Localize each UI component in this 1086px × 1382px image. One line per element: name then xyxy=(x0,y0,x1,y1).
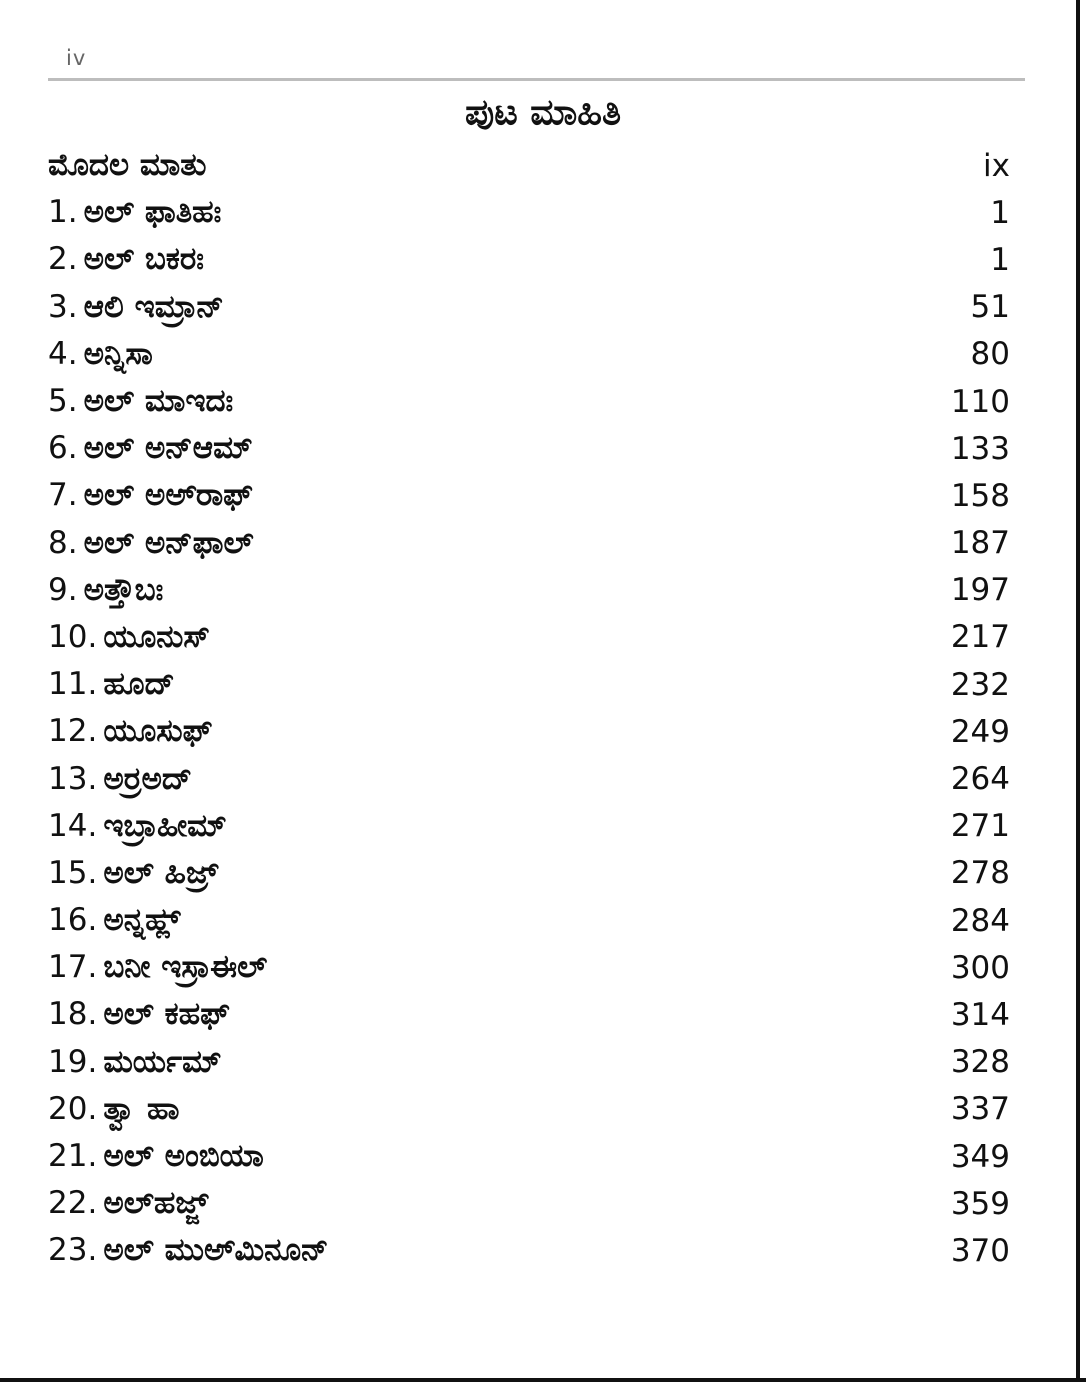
table-of-contents xyxy=(48,142,1010,1275)
toc-entry-page: 264 xyxy=(950,761,1010,798)
toc-entry-page: 217 xyxy=(950,619,1010,656)
toc-entry xyxy=(48,897,1010,944)
toc-entry xyxy=(48,1180,1010,1227)
toc-entry xyxy=(48,378,1010,425)
toc-entry-title xyxy=(48,336,153,373)
toc-entry-number: 2. xyxy=(48,241,78,278)
toc-entry-number: 9. xyxy=(48,571,78,608)
toc-entry-name: ಅಲ್ ಅನ್‌ಫಾಲ್ xyxy=(83,524,254,561)
page-border-right xyxy=(1076,0,1080,1382)
toc-entry xyxy=(48,991,1010,1038)
toc-entry xyxy=(48,331,1010,378)
toc-entry-number: 12. xyxy=(48,713,98,750)
toc-entry-number: 3. xyxy=(48,288,78,325)
toc-entry-page: 278 xyxy=(950,855,1010,892)
toc-entry-title xyxy=(48,241,204,278)
toc-entry xyxy=(48,708,1010,755)
toc-entry-name: ಆಲಿ ಇಮ್ರಾನ್ xyxy=(83,288,224,325)
toc-entry-name: ಬನೀ ಇಸ್ರಾಈಲ್ xyxy=(103,949,268,986)
toc-entry-title xyxy=(48,666,175,703)
toc-entry-name: ತ್ವಾ ಹಾ xyxy=(103,1090,180,1127)
toc-entry-title xyxy=(48,289,224,326)
toc-entry-number: 10. xyxy=(48,618,98,655)
toc-entry-number: 8. xyxy=(48,524,78,561)
toc-entry-number: 15. xyxy=(48,854,98,891)
toc-entry xyxy=(48,1086,1010,1133)
toc-entry-name: ಅನ್ನಹ್ಲ್ xyxy=(103,902,181,939)
toc-entry-number: 5. xyxy=(48,383,78,420)
toc-entry-number: 17. xyxy=(48,949,98,986)
toc-entry xyxy=(48,567,1010,614)
toc-entry-page: 300 xyxy=(950,949,1010,986)
toc-entry-page: 314 xyxy=(950,996,1010,1033)
toc-entry xyxy=(48,850,1010,897)
toc-entry-page: 328 xyxy=(950,1044,1010,1081)
toc-entry xyxy=(48,520,1010,567)
toc-entry-page: 158 xyxy=(950,477,1010,514)
toc-entry-name: ಅನ್ನಿಸಾ xyxy=(83,335,153,372)
toc-entry-page: 249 xyxy=(950,713,1010,750)
toc-entry xyxy=(48,1227,1010,1274)
toc-entry-name: ಅಲ್ ಫಾತಿಹಃ xyxy=(83,194,222,231)
toc-entry-page: 110 xyxy=(950,383,1010,420)
toc-entry xyxy=(48,944,1010,991)
toc-entry-name: ಅತ್ತೌಬಃ xyxy=(83,571,164,608)
toc-entry-name: ಮರ್ಯಮ್ xyxy=(103,1043,222,1080)
toc-entry-page: 337 xyxy=(950,1091,1010,1128)
toc-entry-name: ಅಲ್ ಅಅ್‌ರಾಫ್ xyxy=(83,477,254,514)
toc-entry-title xyxy=(48,619,210,656)
toc-entry xyxy=(48,803,1010,850)
toc-entry-number: 21. xyxy=(48,1138,98,1175)
toc-entry-name: ಅಲ್ ಬಕರಃ xyxy=(83,241,204,278)
toc-entry-title xyxy=(48,147,207,184)
toc-entry-number: 6. xyxy=(48,430,78,467)
toc-entry-number: 18. xyxy=(48,996,98,1033)
toc-entry-name: ಅಲ್ ಮಾಇದಃ xyxy=(83,383,234,420)
toc-entry-page: 370 xyxy=(950,1232,1010,1269)
toc-entry-title xyxy=(48,808,227,845)
toc-entry-name: ಅಲ್ ಅಂಬಿಯಾ xyxy=(103,1138,264,1175)
toc-entry-page: 271 xyxy=(950,808,1010,845)
toc-entry-name: ಇಬ್ರಾಹೀಮ್ xyxy=(103,807,227,844)
toc-entry xyxy=(48,425,1010,472)
toc-entry xyxy=(48,142,1010,189)
toc-entry-page: 359 xyxy=(950,1185,1010,1222)
toc-entry-number: 14. xyxy=(48,807,98,844)
toc-entry-number: 19. xyxy=(48,1043,98,1080)
toc-entry-page: 1 xyxy=(990,241,1010,278)
toc-entry-title xyxy=(48,194,221,231)
toc-entry-title xyxy=(48,1091,179,1128)
toc-entry-number: 11. xyxy=(48,666,98,703)
toc-entry-number: 22. xyxy=(48,1185,98,1222)
toc-entry-name: ಮೊದಲ ಮಾತು xyxy=(48,147,207,184)
toc-entry xyxy=(48,284,1010,331)
header-rule xyxy=(48,78,1025,81)
toc-entry-title xyxy=(48,1138,264,1175)
toc-entry-number: 13. xyxy=(48,760,98,797)
toc-entry-page: 197 xyxy=(950,572,1010,609)
toc-entry-name: ಅಲ್ ಮುಅ್‌ಮಿನೂನ್ xyxy=(103,1232,329,1269)
toc-entry-name: ಅರ್ರಅದ್ xyxy=(103,760,193,797)
toc-entry-name: ಹೂದ್ xyxy=(103,666,175,703)
toc-entry xyxy=(48,755,1010,802)
toc-entry-page: 80 xyxy=(970,336,1010,373)
toc-entry-page: 1 xyxy=(990,194,1010,231)
toc-entry-name: ಯೂಸುಫ್ xyxy=(103,713,213,750)
toc-entry xyxy=(48,1039,1010,1086)
toc-entry-name: ಅಲ್ ಕಹಫ್ xyxy=(103,996,231,1033)
toc-entry-title xyxy=(48,902,180,939)
toc-entry-title xyxy=(48,996,230,1033)
page-number: iv xyxy=(66,46,87,70)
toc-entry-title xyxy=(48,383,233,420)
toc-entry-title xyxy=(48,855,218,892)
toc-entry-title xyxy=(48,477,253,514)
page-title: ಪುಟ ಮಾಹಿತಿ xyxy=(464,92,622,133)
toc-entry-title xyxy=(48,1044,222,1081)
toc-entry-title xyxy=(48,1185,208,1222)
toc-entry xyxy=(48,614,1010,661)
toc-entry-page: 133 xyxy=(950,430,1010,467)
toc-entry-page: ix xyxy=(983,147,1010,184)
toc-entry-title xyxy=(48,713,213,750)
toc-entry-name: ಅಲ್‌ಹಜ್ಜ್ xyxy=(103,1185,209,1222)
toc-entry-page: 349 xyxy=(950,1138,1010,1175)
toc-entry-title xyxy=(48,525,254,562)
toc-entry xyxy=(48,1133,1010,1180)
toc-entry-number: 7. xyxy=(48,477,78,514)
toc-entry-title xyxy=(48,572,163,609)
toc-entry xyxy=(48,236,1010,283)
toc-entry xyxy=(48,189,1010,236)
toc-entry xyxy=(48,472,1010,519)
toc-entry-number: 20. xyxy=(48,1090,98,1127)
toc-entry-page: 232 xyxy=(950,666,1010,703)
toc-entry-name: ಅಲ್ ಹಿಜ್ರ್ xyxy=(103,854,219,891)
page-border-bottom xyxy=(0,1378,1086,1382)
toc-entry-title xyxy=(48,761,192,798)
toc-entry-number: 4. xyxy=(48,335,78,372)
toc-entry-number: 16. xyxy=(48,902,98,939)
toc-entry-name: ಅಲ್ ಅನ್‌ಆಮ್ xyxy=(83,430,253,467)
toc-entry-title xyxy=(48,949,267,986)
toc-entry-title xyxy=(48,430,253,467)
toc-entry-name: ಯೂನುಸ್ xyxy=(103,618,210,655)
toc-entry-title xyxy=(48,1232,328,1269)
toc-entry-page: 284 xyxy=(950,902,1010,939)
toc-entry xyxy=(48,661,1010,708)
toc-entry-page: 51 xyxy=(970,289,1010,326)
toc-entry-number: 1. xyxy=(48,194,78,231)
toc-entry-page: 187 xyxy=(950,525,1010,562)
toc-entry-number: 23. xyxy=(48,1232,98,1269)
